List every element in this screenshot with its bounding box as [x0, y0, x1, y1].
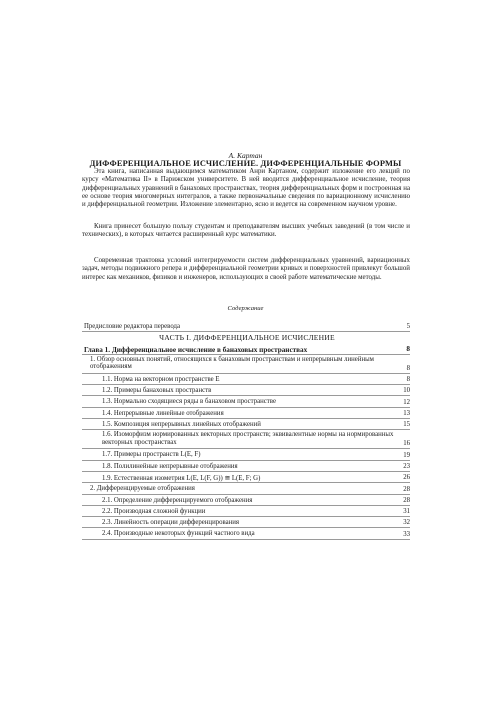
toc-page-number: 13: [403, 410, 410, 418]
toc-entry-title: 2.4. Производные некоторых функций частного вида: [102, 530, 255, 538]
toc-page-number: 8: [406, 364, 410, 372]
author-name: А. Картан: [228, 151, 263, 160]
contents-heading: Содержание: [227, 305, 264, 312]
toc-entry: [82, 419, 410, 430]
toc-page-number: 33: [403, 530, 410, 538]
toc-entry: [82, 517, 410, 528]
toc-page-number: 8: [406, 376, 410, 384]
toc-entry-title: 1.5. Композиция непрерывных линейных отображений: [102, 421, 261, 429]
toc-entry-title: 1.9. Естественная изометрия L(E, L(F, G)) ≅ L(E, F; G): [102, 474, 261, 482]
toc-page-number: 23: [403, 462, 410, 470]
toc-entry: [82, 528, 410, 539]
toc-entry: [82, 385, 410, 396]
toc-entry-title: Глава 1. Дифференциальное исчисление в банаховых пространствах: [84, 345, 308, 354]
toc-entry-title: Предисловие редактора перевода: [84, 323, 181, 330]
toc-entry: [82, 396, 410, 407]
toc-entry-title: 1.2. Примеры банаховых пространств: [102, 387, 212, 395]
toc-entry: [82, 472, 410, 483]
toc-page-number: 31: [403, 508, 410, 516]
annotation-paragraph: Современная трактовка условий интегрируемости систем дифференциальных уравнений, вариационных задач, методы подвижного репера и дифференциальной геометрии кривых и поверхностей привлекут большой интерес как механиков, физиков и инженеров, использующих в своей работе математические методы.: [82, 257, 410, 281]
toc-chapter: [82, 344, 410, 355]
toc-page-number: 15: [403, 421, 410, 429]
toc-entry: [82, 483, 410, 494]
toc-page-number: 19: [403, 451, 410, 459]
toc-entry-title: 1.7. Примеры пространств L(E, F): [102, 451, 201, 459]
toc-entry-title: 1.1. Норма на векторном пространстве E: [102, 375, 220, 383]
toc-entry: [82, 430, 410, 449]
toc-page-number: 5: [406, 323, 410, 331]
book-title: ДИФФЕРЕНЦИАЛЬНОЕ ИСЧИСЛЕНИЕ. ДИФФЕРЕНЦИАЛЬНЫЕ ФОРМЫ: [89, 159, 402, 168]
toc-part-heading: [82, 332, 410, 343]
toc-page-number: 8: [406, 344, 410, 353]
toc-page-number: 26: [403, 474, 410, 482]
toc-page-number: 32: [403, 519, 410, 527]
toc-entry: [82, 461, 410, 472]
toc-page-number: 28: [403, 485, 410, 493]
toc-entry: [82, 374, 410, 385]
annotation-paragraph: Книга принесет большую пользу студентам и преподавателям высших учебных заведений (в том числе и технических), в которых читается расширенный курс математики.: [82, 223, 410, 239]
toc-entry-title: 2.3. Линейность операции дифференцирования: [102, 519, 240, 527]
toc-entry: [82, 495, 410, 506]
toc-entry-title: 2. Дифференцируемые отображения: [90, 485, 195, 493]
toc-entry-title: 2.2. Производная сложной функции: [102, 507, 206, 515]
toc-entry: [82, 506, 410, 517]
toc-entry-title: 1. Обзор основных понятий, относящихся к банаховым пространствам и непрерывным линейным отображениям: [90, 355, 374, 371]
toc-entry: [82, 321, 410, 332]
toc-entry-title: 1.8. Полилинейные непрерывные отображения: [102, 462, 238, 470]
toc-page-number: 10: [403, 387, 410, 395]
toc-page-number: 16: [403, 440, 410, 448]
toc-entry-title: 2.1. Определение дифференцируемого отображения: [102, 496, 253, 504]
toc-entry: [82, 449, 410, 460]
toc-page-number: 12: [403, 398, 410, 406]
toc-entry-title: 1.4. Непрерывные линейные отображения: [102, 409, 224, 417]
toc-entry: [82, 408, 410, 419]
toc-entry: [82, 355, 410, 374]
toc-entry-title: 1.3. Нормально сходящиеся ряды в банаховом пространстве: [102, 398, 276, 406]
toc-page-number: 28: [403, 496, 410, 504]
toc-entry-title: 1.6. Изоморфизм нормированных векторных пространств; эквивалентные нормы на нормированных векторных пространствах: [102, 431, 394, 446]
table-of-contents: [82, 321, 410, 540]
toc-entry-title: ЧАСТЬ I. ДИФФЕРЕНЦИАЛЬНОЕ ИСЧИСЛЕНИЕ: [159, 333, 335, 343]
annotation-paragraph: Эта книга, написанная выдающимся математиком Анри Картаном, содержит изложение его лекций по курсу «Математика II» в Парижском университете. В ней вводится дифференциальное исчисление, теория дифференциальных уравнений в банаховых пространствах, теория дифференциальных форм и построенная на ее основе теория многомерных интегралов, а также первоначальные сведения по вариационному исчислению и дифференциальной геометрии. Изложение элементарно, ясно и ведется на современном научном уровне.: [82, 168, 410, 209]
